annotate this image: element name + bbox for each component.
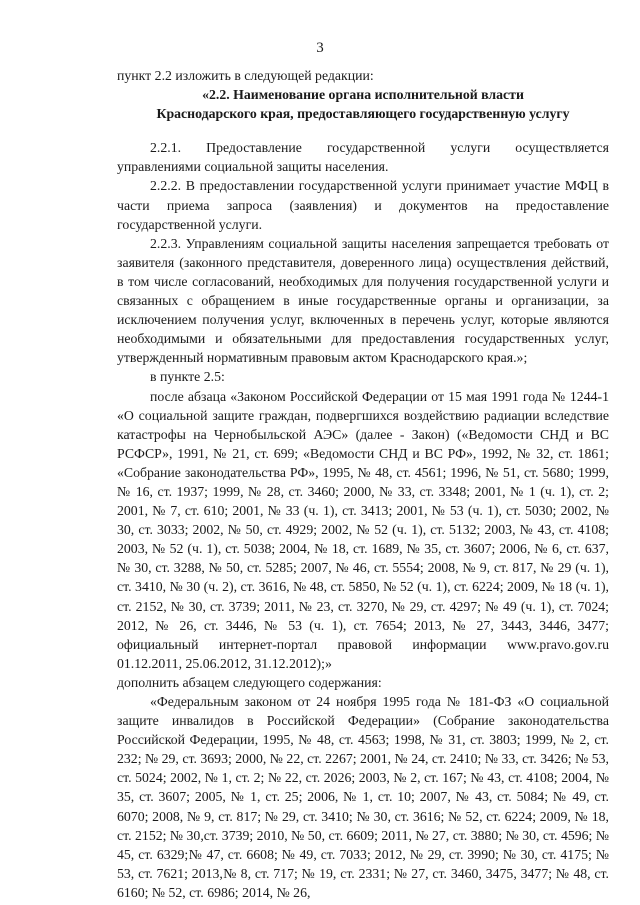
- section-heading-line-2: Краснодарского края, предоставляющего государственную услугу: [156, 106, 570, 122]
- paragraph-point-2-5: в пункте 2.5:: [150, 369, 225, 385]
- paragraph-supplement: дополнить абзацем следующего содержания:: [117, 674, 382, 690]
- page-number: 3: [316, 40, 324, 56]
- paragraph-2-2-3: 2.2.3. Управлениям социальной защиты населения запрещается требовать от заявителя (законного представителя, доверенного лица) осуществления действий, в том числе согласований, необходимых для получения государственной услуги и связанных с обращением в иные государственные органы и организации, за исключением получения услуг, включенных в перечень услуг, которые являются необходимыми и обязательными для предоставления государственных услуг, утвержденный нормативным правовым актом Краснодарского края.»;: [117, 235, 609, 366]
- section-heading-line-1: «2.2. Наименование органа исполнительной власти: [202, 87, 524, 103]
- paragraph-2-2-1: 2.2.1. Предоставление государственной услуги осуществляется управлениями социальной защиты населения.: [117, 140, 609, 175]
- paragraph-federal-law: «Федеральным законом от 24 ноября 1995 года № 181-ФЗ «О социальной защите инвалидов в Российской Федерации» (Собрание законодательства Российской Федерации, 1995, № 48, ст. 4563; 1998, № 31, ст. 3803; 1999, № 2, ст. 232; № 29, ст. 3693; 2000, № 22, ст. 2267; 2001, № 24, ст. 2410; № 33, ст. 3426; № 53, ст. 5024; 2002, № 1, ст. 2; № 22, ст. 2026; 2003, № 2, ст. 167; № 43, ст. 4108; 2004, № 35, ст. 3607; 2005, № 1, ст. 25; 2006, № 1, ст. 10; 2007, № 43, ст. 5084; № 49, ст. 6070; 2008, № 9, ст. 817; № 29, ст. 3410; № 30, ст. 3616; № 52, ст. 6224; 2009, № 18, ст. 2152; № 30,ст. 3739; 2010, № 50, ст. 6609; 2011, № 27, ст. 3880; № 30, ст. 4596; № 45, ст. 6329;№ 47, ст. 6608; № 49, ст. 7033; 2012, № 29, ст. 3990; № 30, ст. 4175; № 53, ст. 7621; 2013,№ 8, ст. 717; № 19, ст. 2331; № 27, ст. 3460, 3475, 3477; № 48, ст. 6160; № 52, ст. 6986; 2014, № 26,: [117, 694, 609, 900]
- document-body: [117, 66, 609, 902]
- paragraph-2-2-2: 2.2.2. В предоставлении государственной услуги принимает участие МФЦ в части приема запроса (заявления) и документов на предоставление государственной услуги.: [117, 178, 609, 232]
- paragraph-after-clause: после абзаца «Законом Российской Федерации от 15 мая 1991 года № 1244-1 «О социальной защите граждан, подвергшихся воздействию радиации вследствие катастрофы на Чернобыльской АЭС» (далее - Закон) («Ведомости СНД и ВС РСФСР», 1991, № 21, ст. 699; «Ведомости СНД и ВС РФ», 1992, № 32, ст. 1861; «Собрание законодательства РФ», 1995, № 48, ст. 4561; 1996, № 51, ст. 5680; 1999, № 16, ст. 1937; 1999, № 28, ст. 3460; 2000, № 33, ст. 3348; 2001, № 1 (ч. 1), ст. 2; 2001, № 7, ст. 610; 2001, № 33 (ч. 1), ст. 3413; 2001, № 53 (ч. 1), ст. 5030; 2002, № 30, ст. 3033; 2002, № 50, ст. 4929; 2002, № 52 (ч. 1), ст. 5132; 2003, № 43, ст. 4108; 2003, № 52 (ч. 1), ст. 5038; 2004, № 18, ст. 1689, № 35, ст. 3607; 2006, № 6, ст. 637, № 30, ст. 3288, № 50, ст. 5285; 2007, № 46, ст. 5554; 2008, № 9, ст. 817, № 29 (ч. 1), ст. 3410, № 30 (ч. 2), ст. 3616, № 48, ст. 5850, № 52 (ч. 1), ст. 6224; 2009, № 18 (ч. 1), ст. 2152, № 30, ст. 3739; 2011, № 23, ст. 3270, № 29, ст. 4297; № 49 (ч. 1), ст. 7024; 2012, № 26, ст. 3446, № 53 (ч. 1), ст. 7654; 2013, № 27, 3443, 3446, 3477; официальный интернет-портал правовой информации www.pravo.gov.ru 01.12.2011, 25.06.2012, 31.12.2012);»: [117, 388, 609, 671]
- intro-line: пункт 2.2 изложить в следующей редакции:: [117, 68, 374, 83]
